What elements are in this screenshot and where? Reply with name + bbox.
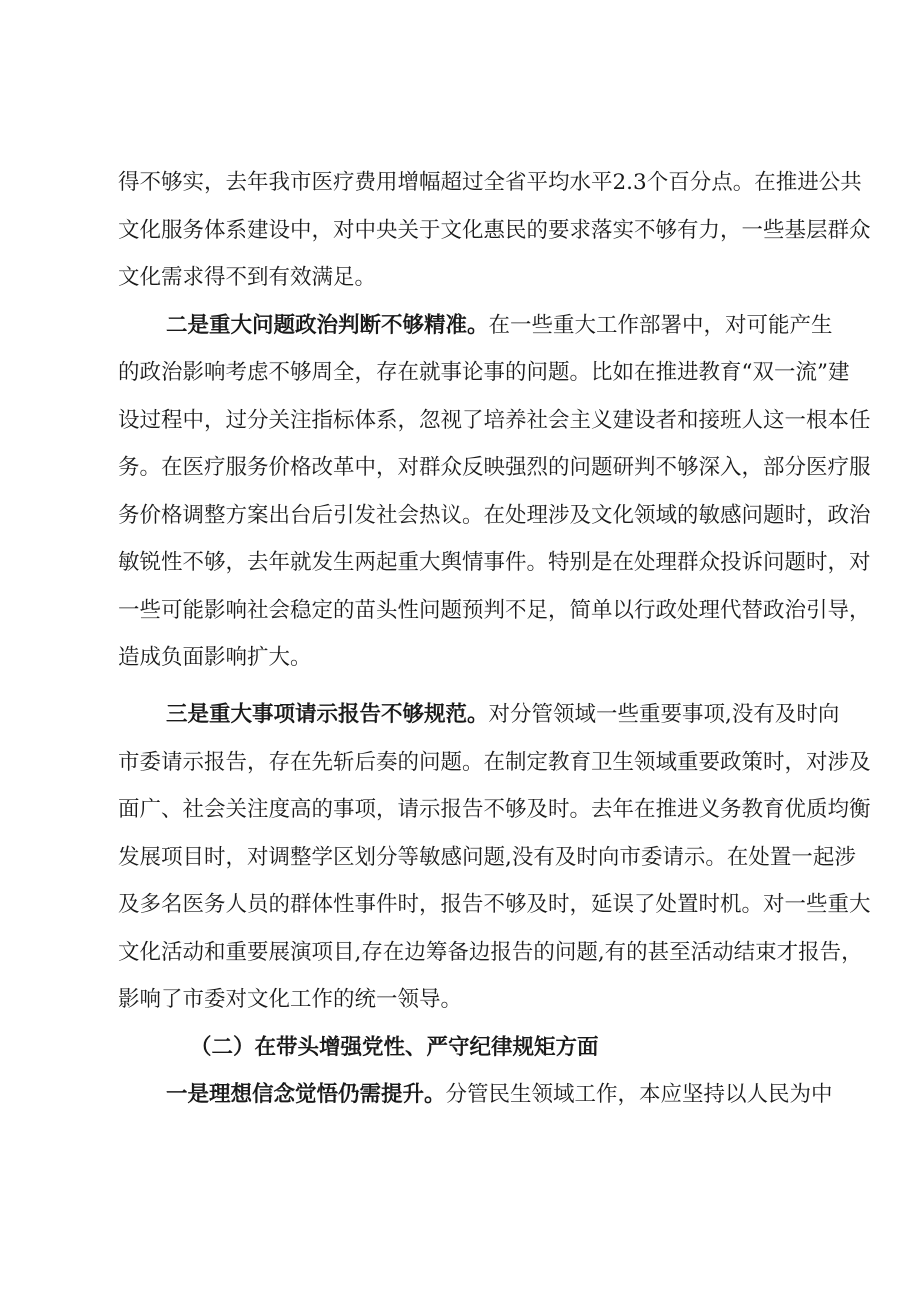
paragraph-heading: 二是重大问题政治判断不够精准。 (166, 313, 489, 338)
paragraph-line: 市委请示报告，存在先斩后奏的问题。在制定教育卫生领域重要政策时，对涉及 (118, 750, 871, 775)
paragraph-line: 文化活动和重要展演项目,存在边筹备边报告的问题,有的甚至活动结束才报告， (118, 940, 863, 965)
paragraph-first-line (166, 692, 840, 738)
paragraph-text: 对分管领域一些重要事项,没有及时向 (488, 702, 840, 727)
paragraph-line: 一些可能影响社会稳定的苗头性问题预判不足，简单以行政处理代替政治引导， (118, 598, 871, 623)
paragraph-line: 务价格调整方案出台后引发社会热议。在处理涉及文化领域的敏感问题时，政治 (118, 503, 871, 528)
paragraph-line: 得不够实，去年我市医疗费用增幅超过全省平均水平2.3个百分点。在推进公共 (118, 170, 862, 195)
paragraph-text: 分管民生领域工作，本应坚持以人民为中 (445, 1082, 833, 1107)
paragraph-line: 敏锐性不够，去年就发生两起重大舆情事件。特别是在处理群众投诉问题时，对 (118, 550, 871, 575)
paragraph-heading: 三是重大事项请示报告不够规范。 (166, 702, 489, 727)
paragraph-line: 务。在医疗服务价格改革中，对群众反映强烈的问题研判不够深入，部分医疗服 (118, 455, 871, 480)
paragraph-first-line (166, 303, 833, 349)
paragraph-text: 在一些重大工作部署中，对可能产生 (488, 313, 833, 338)
paragraph-heading: 一是理想信念觉悟仍需提升。 (166, 1082, 446, 1107)
paragraph-line: 设过程中，过分关注指标体系，忽视了培养社会主义建设者和接班人这一根本任 (118, 408, 871, 433)
paragraph-line: 文化服务体系建设中，对中央关于文化惠民的要求落实不够有力，一些基层群众 (118, 218, 871, 243)
paragraph-line: 及多名医务人员的群体性事件时，报告不够及时，延误了处置时机。对一些重大 (118, 892, 871, 917)
paragraph-line: 面广、社会关注度高的事项，请示报告不够及时。去年在推进义务教育优质均衡 (118, 797, 871, 822)
paragraph-first-line (166, 1072, 833, 1118)
paragraph-line: 影响了市委对文化工作的统一领导。 (118, 987, 463, 1012)
paragraph-line: 造成负面影响扩大。 (118, 645, 312, 670)
paragraph-line: 的政治影响考虑不够周全，存在就事论事的问题。比如在推进教育“双一流”建 (118, 360, 850, 385)
paragraph-line: 发展项目时，对调整学区划分等敏感问题,没有及时向市委请示。在处置一起涉 (118, 845, 856, 870)
paragraph-line: 文化需求得不到有效满足。 (118, 265, 377, 290)
section-heading: （二）在带头增强党性、严守纪律规矩方面 (190, 1035, 599, 1060)
